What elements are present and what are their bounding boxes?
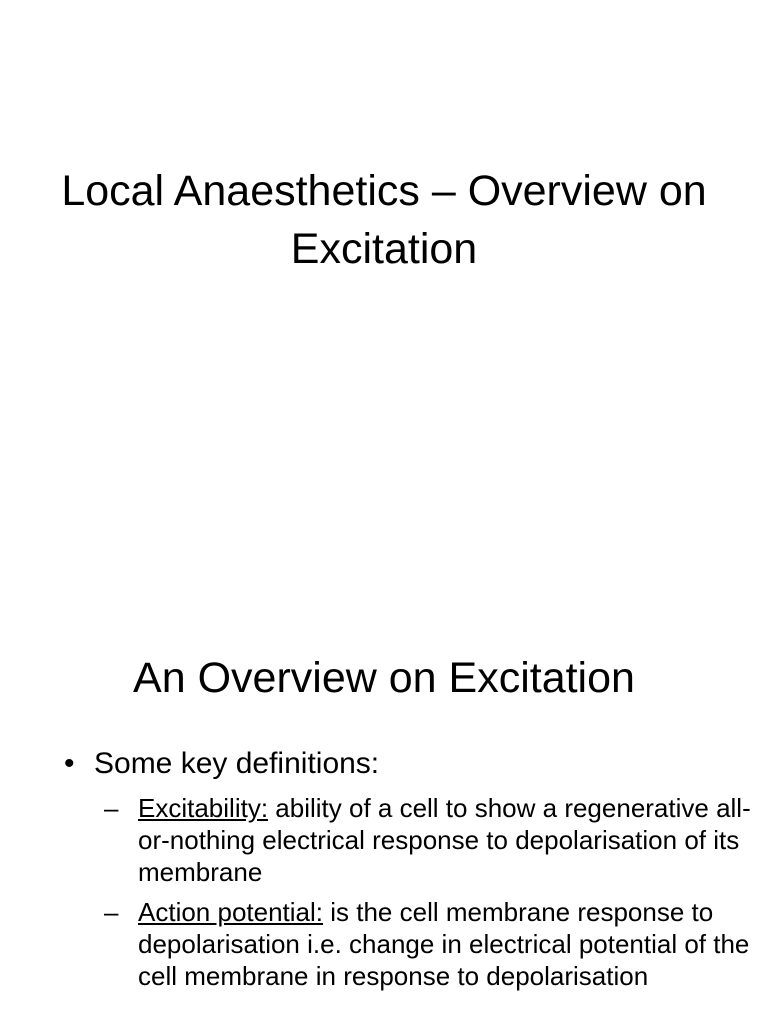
slide-1-title: Local Anaesthetics – Overview on Excitation [61,167,707,273]
sub-bullet-item [104,896,754,992]
definition-action-potential: is the cell membrane response to depolarisation i.e. change in electrical potential of the cell membrane in response to depolarisation [138,897,750,991]
term-action-potential: Action potential: [138,897,324,927]
bullet-marker: • [64,747,75,780]
sub-bullet-list [94,792,754,992]
bullet-list [64,742,754,1000]
slide-2-title: An Overview on Excitation [133,654,635,702]
dash-marker: – [104,897,119,927]
dash-marker: – [104,793,119,823]
bullet-item [64,742,754,992]
definition-excitability: ability of a cell to show a regenerative all-or-nothing electrical response to depolarisation of its membrane [138,793,751,887]
bullet-text: Some key definitions: [94,747,380,780]
sub-bullet-item [104,792,754,888]
slide-2 [0,576,768,1024]
term-excitability: Excitability: [138,793,269,823]
